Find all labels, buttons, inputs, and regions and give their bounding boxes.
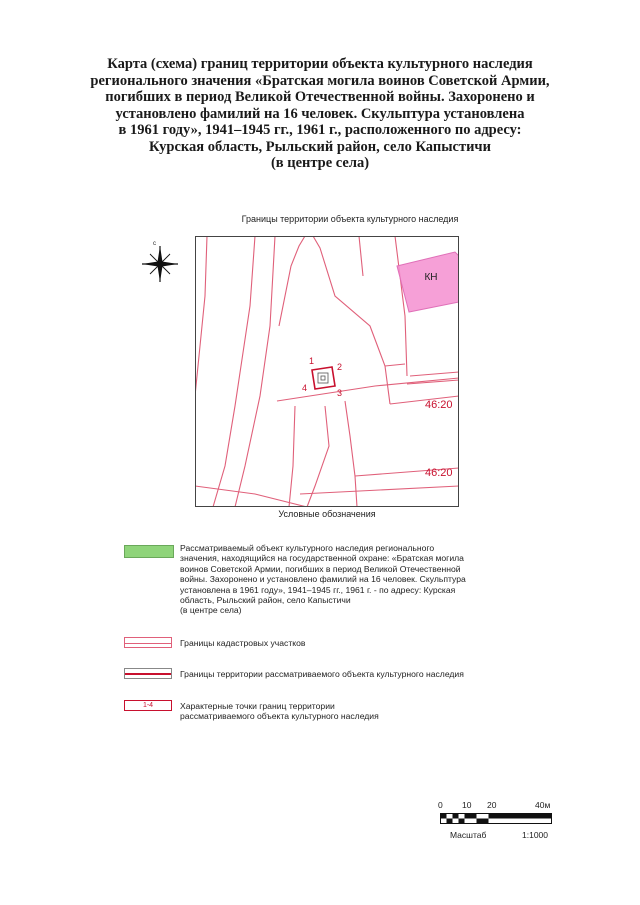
scale-bar <box>436 800 566 850</box>
north-arrow-icon <box>138 242 182 286</box>
map-frame <box>195 236 459 507</box>
parcel-label-1: 46:20 <box>425 399 453 411</box>
points-swatch: 1-4 <box>124 700 172 711</box>
green-swatch <box>124 545 174 558</box>
scale-tick: 10 <box>462 800 472 810</box>
cadastral-swatch <box>124 637 172 648</box>
legend-text: Границы кадастровых участков <box>180 638 306 648</box>
scale-tick: 40м <box>535 800 551 810</box>
north-letter: с <box>153 241 156 247</box>
legend-text: Границы территории рассматриваемого объекта культурного наследия <box>180 669 464 679</box>
map-title: Карта (схема) границ территории объекта культурного наследия регионального значения «Братская могила воинов Советской Армии, погибших в период Великой Отечественной войны. Захоронено и установлено фамилий на 16 человек. Скульптура установлена в 1961 году», 1941–1945 гг., 1961 г., расположенного по адресу: Курская область, Рыльский район, село Капыстичи (в центре села) <box>90 56 550 171</box>
point-label-4: 4 <box>302 383 308 393</box>
scale-graduation <box>440 813 552 825</box>
point-label-1: 1 <box>309 356 315 366</box>
legend-heading: Условные обозначения <box>278 509 376 519</box>
parcel-label-2: 46:20 <box>425 467 453 479</box>
point-label-3: 3 <box>337 388 343 398</box>
scale-tick: 20 <box>487 800 497 810</box>
scale-ratio: 1:1000 <box>522 830 548 840</box>
scale-label: Масштаб <box>450 830 487 840</box>
map-caption: Границы территории объекта культурного наследия <box>241 214 459 224</box>
boundary-swatch <box>124 668 172 679</box>
heritage-boundary <box>312 367 335 389</box>
scale-tick: 0 <box>438 800 443 810</box>
point-label-2: 2 <box>337 362 343 372</box>
zone-label: КН <box>424 272 438 283</box>
legend-text: Рассматриваемый объект культурного наследия регионального значения, находящийся на государственной охране: «Братская могила воинов Советской Армии, погибших в период Великой Отечественной войны. Захоронено и установлено фамилий на 16 человек. Скульптура установлена в 1961 году», 1941–1945 гг., 1961 г. - по адресу: Курская область, Рыльский район, село Капыстичи (в центре села) <box>180 543 466 616</box>
legend-text: Характерные точки границ территории рассматриваемого объекта культурного наследия <box>180 701 379 722</box>
